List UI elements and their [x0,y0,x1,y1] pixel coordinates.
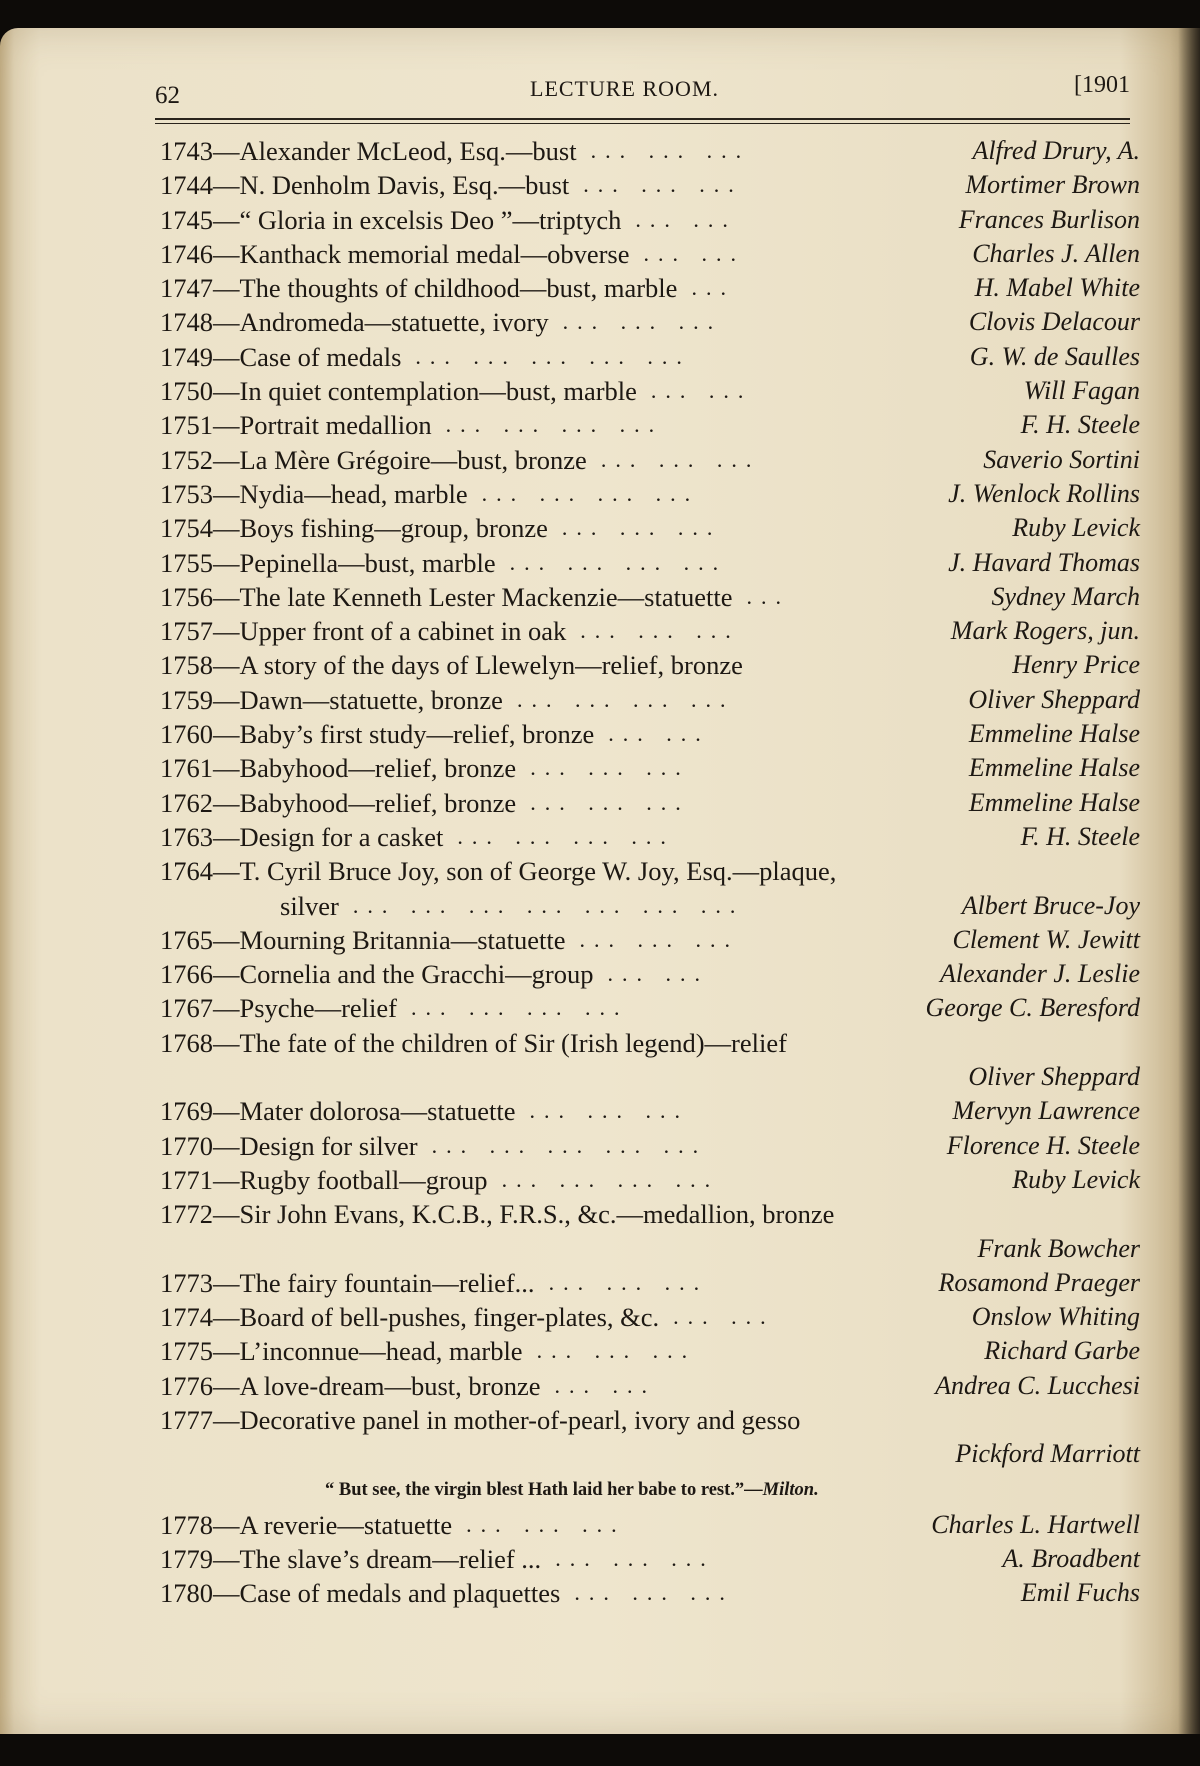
artist-name: Henry Price [1012,650,1140,680]
artist-name: Emmeline Halse [968,753,1140,783]
entry-title: Design for a casket [239,821,444,852]
entry-title: La Mère Grégoire—bust, bronze [239,444,587,475]
artist-name: Mortimer Brown [965,170,1140,200]
dot-leader: ... ... [673,1304,775,1330]
dot-leader: ... ... ... ... [481,480,700,506]
artist-name: Will Fagan [1023,376,1140,406]
artist-name: Pickford Marriott [955,1439,1140,1469]
entry-title: In quiet contemplation—bust, marble [239,376,637,407]
dot-leader: ... [691,275,735,301]
entry-1772: 1772—Sir John Evans, K.C.B., F.R.S., &c.—medallion, bronze [160,1199,835,1230]
artist-name: Emmeline Halse [968,719,1140,749]
artist-name: Emil Fuchs [1020,1578,1140,1608]
entry-number: 1767 [160,993,213,1024]
entry-title: Baby’s first study—relief, bronze [239,719,595,750]
entry-row: 1776—A love-dream—bust, bronze ... ... Andrea C. Lucchesi [160,1370,1140,1401]
artist-name: George C. Beresford [925,993,1140,1023]
entry-number: 1770 [160,1130,213,1161]
artist-name: Charles L. Hartwell [931,1509,1140,1539]
dot-leader: ... ... ... [530,755,690,781]
page-number: 62 [155,82,180,109]
entry-row: 1766—Cornelia and the Gracchi—group ... ... Alexander J. Leslie [160,959,1140,990]
header-rule-thin [155,123,1130,124]
dot-leader: ... ... ... [590,138,751,163]
entry-title: “ Gloria in excelsis Deo ”—triptych [239,204,622,235]
entry-row: 1758—A story of the days of Llewelyn—relief, bronze Henry Price [160,650,1140,681]
entry-number: 1765 [160,924,213,955]
artist-name: Andrea C. Lucchesi [935,1370,1140,1400]
dot-leader: ... ... [643,240,745,266]
dot-leader: ... ... [607,961,709,987]
dot-leader: ... ... ... ... ... [415,343,691,369]
entry-title: Psyche—relief [239,993,397,1024]
entry-number: 1760 [160,719,213,750]
dot-leader: ... ... ... ... [516,686,735,712]
entry-number: 1744 [160,170,213,201]
artist-name: Saverio Sortini [983,444,1140,474]
entry-row: 1744—N. Denholm Davis, Esq.—bust ... ... ... Mortimer Brown [160,170,1140,201]
dot-leader: ... ... ... ... [445,412,664,438]
dot-leader: ... ... ... [529,1098,689,1124]
entry-number: 1762 [160,787,213,818]
entry-row: 1752—La Mère Grégoire—bust, bronze ... ... ... Saverio Sortini [160,444,1140,475]
dot-leader: ... ... ... ... [410,995,629,1021]
entry-number: 1758 [160,650,213,681]
entry-number: 1773 [160,1267,213,1298]
entry-number: 1746 [160,238,213,269]
artist-name: Alexander J. Leslie [940,959,1140,989]
entry-title: Dawn—statuette, bronze [239,684,503,715]
dot-leader: ... ... ... [580,618,740,644]
entry-number: 1763 [160,821,213,852]
entry-row: 1754—Boys fishing—group, bronze ... ... ... Ruby Levick [160,513,1140,544]
entry-title: Case of medals [239,341,402,372]
entry-title: Babyhood—relief, bronze [239,753,517,784]
dot-leader: ... ... [650,378,753,404]
artist-name: A. Broadbent [1002,1543,1140,1573]
entry-title: N. Denholm Davis, Esq.—bust [239,170,570,201]
catalogue-entries [160,134,1140,1610]
entry-number: 1780 [160,1578,213,1609]
dot-leader: ... ... ... [555,1545,715,1571]
dot-leader: ... ... ... [548,1269,709,1295]
entry-title: Alexander McLeod, Esq.—bust [239,136,577,166]
entry-number: 1749 [160,341,213,372]
entry-title: Board of bell-pushes, finger-plates, &c. [239,1302,660,1333]
entry-title: Design for silver [239,1130,418,1161]
artist-name: Emmeline Halse [968,787,1140,817]
entry-row: 1779—The slave’s dream—relief ... ... ... ... A. Broadbent [160,1543,1140,1574]
entry-row: 1774—Board of bell-pushes, finger-plates, &c. ... ... Onslow Whiting [160,1302,1140,1333]
artist-name: Ruby Levick [1012,1164,1140,1194]
entry-row: 1763—Design for a casket ... ... ... ... F. H. Steele [160,821,1140,852]
dot-leader: ... ... ... [583,172,743,198]
entry-title: A love-dream—bust, bronze [239,1370,541,1401]
entry-row: 1750—In quiet contemplation—bust, marble ... ... Will Fagan [160,376,1140,407]
entry-row: 1778—A reverie—statuette ... ... ... Charles L. Hartwell [160,1509,1140,1540]
entry-title: The thoughts of childhood—bust, marble [239,273,678,304]
entry-row: 1769—Mater dolorosa—statuette ... ... ... Mervyn Lawrence [160,1096,1140,1127]
artist-name: Mervyn Lawrence [952,1096,1140,1126]
entry-row: 1757—Upper front of a cabinet in oak ... ... ... Mark Rogers, jun. [160,616,1140,647]
entry-title: Mourning Britannia—statuette [239,924,566,955]
entry-title: Cornelia and the Gracchi—group [239,959,594,990]
entry-number: 1743 [160,136,213,166]
entry-number: 1747 [160,273,213,304]
entry-title: Babyhood—relief, bronze [239,787,517,818]
artist-name: G. W. de Saulles [969,341,1140,371]
entry-number: 1775 [160,1336,213,1367]
running-title: LECTURE ROOM. [530,76,719,101]
entry-number: 1745 [160,204,213,235]
artist-name: J. Wenlock Rollins [948,478,1140,508]
dot-leader: ... ... ... [561,515,722,541]
entry-number: 1766 [160,959,213,990]
artist-name: F. H. Steele [1020,410,1140,440]
dot-leader: ... ... ... ... [509,549,728,575]
artist-name: Clement W. Jewitt [952,924,1140,954]
entry-row: 1746—Kanthack memorial medal—obverse ... ... Charles J. Allen [160,238,1140,269]
artist-name: Frank Bowcher [977,1233,1140,1263]
entry-row: 1749—Case of medals ... ... ... ... ... G. W. de Saulles [160,341,1140,372]
artist-name: H. Mabel White [974,273,1140,303]
entry-title: The slave’s dream—relief ... [239,1543,542,1574]
entry-row: 1748—Andromeda—statuette, ivory ... ... ... Clovis Delacour [160,307,1140,338]
entry-row: 1745—“ Gloria in excelsis Deo ”—triptych ... ... Frances Burlison [160,204,1140,235]
quotation-text: “ But see, the virgin blest Hath laid her babe to rest.”— [325,1479,763,1500]
entry-title: Andromeda—statuette, ivory [239,307,549,338]
artist-name: J. Havard Thomas [948,547,1140,577]
entry-1777: 1777—Decorative panel in mother-of-pearl, ivory and gesso [160,1404,801,1435]
artist-name: Onslow Whiting [971,1302,1140,1332]
quotation-author: Milton. [762,1479,819,1500]
artist-name: Alfred Drury, A. [972,136,1140,165]
dot-leader: ... ... ... ... ... ... ... [352,892,745,918]
entry-row: 1755—Pepinella—bust, marble ... ... ... ... J. Havard Thomas [160,547,1140,578]
artist-name: Mark Rogers, jun. [950,616,1140,646]
entry-number: 1778 [160,1509,213,1540]
entry-number: 1752 [160,444,213,475]
entry-title: Pepinella—bust, marble [239,547,496,578]
dot-leader: ... [746,583,790,609]
dot-leader: ... ... ... ... [501,1166,720,1192]
entry-number: 1756 [160,581,213,612]
entry-row: 1743—Alexander McLeod, Esq.—bust ... ... ... Alfred Drury, A. [160,136,1140,166]
dot-leader: ... ... ... [530,789,690,815]
dot-leader: ... ... [635,206,737,232]
entry-title: Boys fishing—group, bronze [239,513,548,544]
entry-title: L’inconnue—head, marble [239,1336,523,1367]
entry-row: 1759—Dawn—statuette, bronze ... ... ... ... Oliver Sheppard [160,684,1140,715]
dot-leader: ... ... ... [574,1580,734,1606]
dot-leader: ... ... ... ... ... [431,1132,708,1158]
entry-title: Upper front of a cabinet in oak [239,616,567,647]
entry-number: 1754 [160,513,213,544]
entry-1772-artist [160,1232,1140,1266]
entry-title: Mater dolorosa—statuette [239,1096,516,1127]
dot-leader: ... ... ... [579,926,740,952]
entry-1764: 1764—T. Cyril Bruce Joy, son of George W. Joy, Esq.—plaque, [160,856,837,887]
artist-name: Florence H. Steele [946,1130,1140,1160]
entry-title: Rugby football—group [239,1164,488,1195]
entry-row: 1765—Mourning Britannia—statuette ... ... ... Clement W. Jewitt [160,924,1140,955]
entry-title: The fairy fountain—relief... [239,1267,535,1298]
entry-number: 1774 [160,1302,213,1333]
header-rule [155,118,1130,120]
entry-number: 1771 [160,1164,213,1195]
entry-title: The late Kenneth Lester Mackenzie—statuette [239,581,733,612]
entry-1777-artist [160,1437,1140,1471]
entry-row: 1751—Portrait medallion ... ... ... ... F. H. Steele [160,410,1140,441]
artist-name: Sydney March [991,581,1140,611]
entry-number: 1750 [160,376,213,407]
dot-leader: ... ... ... [466,1511,626,1537]
entry-row: 1770—Design for silver ... ... ... ... ... Florence H. Steele [160,1130,1140,1161]
entry-row: 1753—Nydia—head, marble ... ... ... ... J. Wenlock Rollins [160,478,1140,509]
year-label: [1901 [1074,72,1130,98]
entry-number: 1761 [160,753,213,784]
artist-name: Charles J. Allen [972,238,1140,268]
entry-title: A reverie—statuette [239,1509,453,1540]
entry-number: 1751 [160,410,213,441]
entry-number: 1748 [160,307,213,338]
entry-title: Nydia—head, marble [239,478,468,509]
artist-name: Clovis Delacour [968,307,1140,337]
dot-leader: ... ... ... [536,1338,697,1364]
entry-row: 1756—The late Kenneth Lester Mackenzie—statuette ... Sydney March [160,581,1140,612]
entry-1768: 1768—The fate of the children of Sir (Irish legend)—relief [160,1027,787,1058]
artist-name: Richard Garbe [984,1336,1140,1366]
entry-1768-artist [160,1060,1140,1094]
entry-number: 1779 [160,1543,213,1574]
page-header [155,72,1130,112]
dot-leader: ... ... [608,721,710,747]
entry-title: Case of medals and plaquettes [239,1578,561,1609]
artist-name: Rosamond Praeger [938,1267,1140,1297]
artist-name: Albert Bruce-Joy [961,890,1140,920]
entry-row: 1771—Rugby football—group ... ... ... ... Ruby Levick [160,1164,1140,1195]
artist-name: Ruby Levick [1012,513,1140,543]
dot-leader: ... ... ... ... [457,823,675,849]
quotation [160,1472,1140,1508]
dot-leader: ... ... ... [600,446,761,472]
entry-number: 1753 [160,478,213,509]
entry-row: 1780—Case of medals and plaquettes ... ... ... Emil Fuchs [160,1578,1140,1609]
artist-name: Oliver Sheppard [968,1062,1140,1092]
artist-name: Frances Burlison [958,204,1140,234]
entry-number: 1755 [160,547,213,578]
entry-title: Portrait medallion [239,410,432,441]
entry-title: A story of the days of Llewelyn—relief, bronze [239,650,743,681]
entry-row: 1775—L’inconnue—head, marble ... ... ... Richard Garbe [160,1336,1140,1367]
entry-row: 1761—Babyhood—relief, bronze ... ... ... Emmeline Halse [160,753,1140,784]
entry-row: 1773—The fairy fountain—relief... ... ... ... Rosamond Praeger [160,1267,1140,1298]
entry-number: 1776 [160,1370,213,1401]
entry-title: Kanthack memorial medal—obverse [239,238,630,269]
entry-number: 1757 [160,616,213,647]
dot-leader: ... ... [554,1372,656,1398]
artist-name: Oliver Sheppard [968,684,1140,714]
entry-1764-continued: silver ... ... ... ... ... ... ... Albert Bruce-Joy [280,890,1140,921]
entry-row: 1762—Babyhood—relief, bronze ... ... ... Emmeline Halse [160,787,1140,818]
entry-row: 1760—Baby’s first study—relief, bronze ... ... Emmeline Halse [160,719,1140,750]
entry-number: 1759 [160,684,213,715]
artist-name: F. H. Steele [1020,821,1140,851]
entry-row: 1767—Psyche—relief ... ... ... ... George C. Beresford [160,993,1140,1024]
dot-leader: ... ... ... [562,309,723,335]
page-gutter-shadow [1178,28,1200,1734]
entry-row: 1747—The thoughts of childhood—bust, marble ... H. Mabel White [160,273,1140,304]
entry-number: 1769 [160,1096,213,1127]
